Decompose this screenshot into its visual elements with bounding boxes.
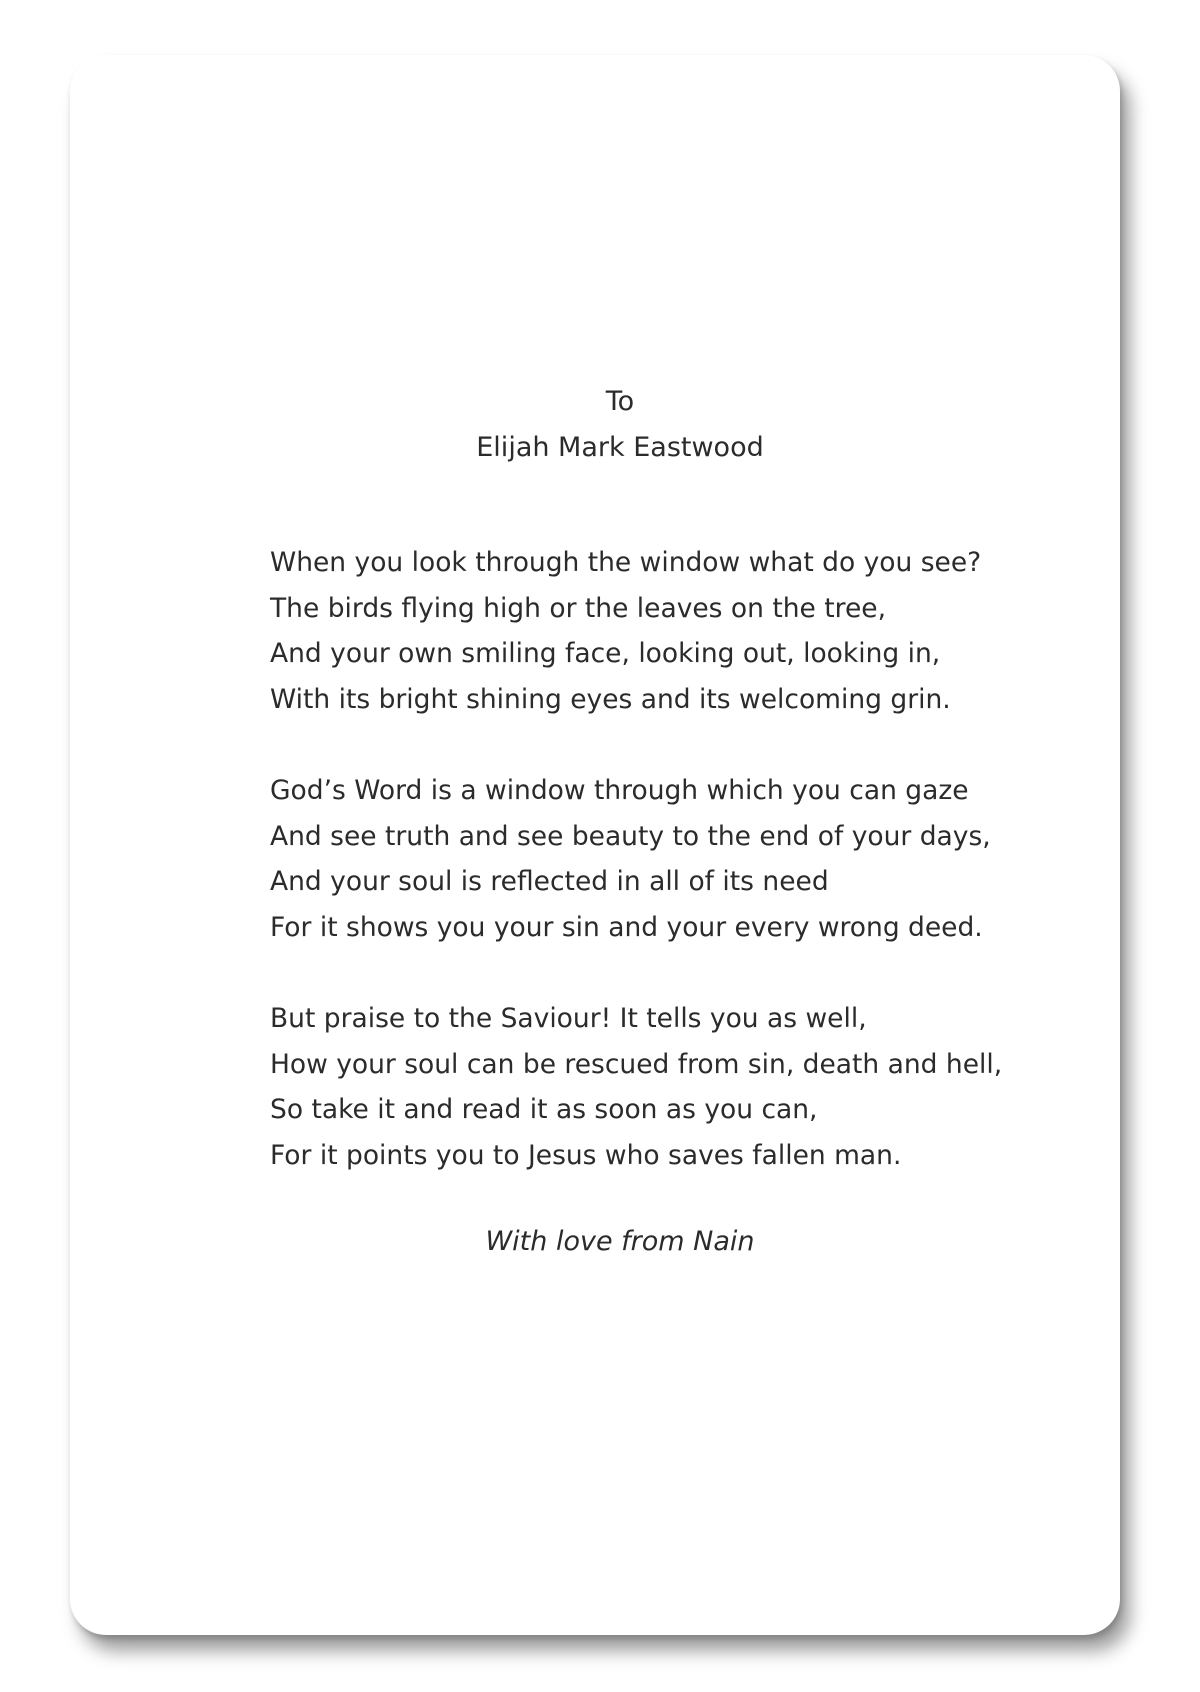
poem-stanza-1: [270, 540, 1030, 722]
dedication-name: Elijah Mark Eastwood: [476, 432, 764, 463]
poem-line: The birds flying high or the leaves on the tree,: [270, 592, 886, 624]
poem-line: How your soul can be rescued from sin, death and hell,: [270, 1048, 1003, 1080]
signoff: With love from Nain: [485, 1226, 755, 1257]
poem-line: For it points you to Jesus who saves fallen man.: [270, 1139, 902, 1171]
poem-line: So take it and read it as soon as you can,: [270, 1094, 818, 1125]
poem-stanza-2: [270, 768, 1030, 950]
poem-line: And your own smiling face, looking out, looking in,: [270, 638, 941, 669]
poem-line: And see truth and see beauty to the end of your days,: [270, 820, 991, 852]
poem-line: And your soul is reflected in all of its need: [270, 866, 829, 897]
poem-line: When you look through the window what do you see?: [270, 547, 982, 578]
dedication-to: To: [605, 386, 635, 417]
poem-line: But praise to the Saviour! It tells you as well,: [270, 1003, 867, 1034]
poem-line: For it shows you your sin and your every wrong deed.: [270, 911, 983, 943]
poem-line: With its bright shining eyes and its welcoming grin.: [270, 683, 951, 715]
poem-line: God’s Word is a window through which you can gaze: [270, 775, 969, 806]
poem-stanza-3: [270, 996, 1030, 1178]
